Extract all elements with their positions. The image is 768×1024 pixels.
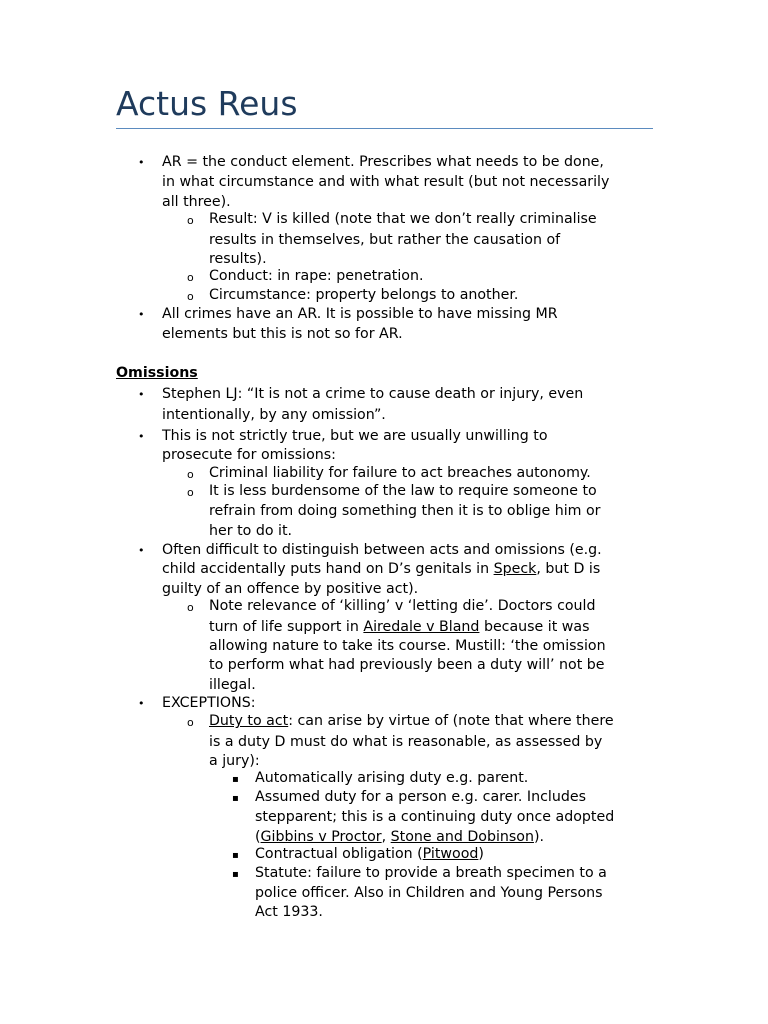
- line-text: Contractual obligation (: [255, 846, 423, 862]
- duty-to-act-line-2: is a duty D must do what is reasonable, as assessed by: [209, 734, 603, 750]
- case-citation-airedale-v-bland: Airedale v Bland: [363, 619, 480, 635]
- line-text: ): [478, 846, 484, 862]
- case-citation-gibbins-v-proctor: Gibbins v Proctor: [260, 829, 382, 845]
- bullet-marker: •: [138, 697, 145, 710]
- intro-bullet-1-line-1: AR = the conduct element. Prescribes what needs to be done,: [162, 154, 604, 170]
- result-item-line-2: results in themselves, but rather the causation of: [209, 232, 561, 248]
- duty-to-act-term: Duty to act: [209, 713, 289, 729]
- case-citation-stone-and-dobinson: Stone and Dobinson: [390, 829, 534, 845]
- not-strictly-true-line-1: This is not strictly true, but we are usually unwilling to: [162, 428, 548, 444]
- square-bullet-marker: ▪: [232, 793, 239, 804]
- stephen-quote-line-1: Stephen LJ: “It is not a crime to cause death or injury, even: [162, 386, 584, 402]
- line-text: turn of life support in: [209, 619, 364, 635]
- line-text: ,: [381, 829, 391, 845]
- statute-line-2: police officer. Also in Children and Young Persons: [255, 885, 603, 901]
- line-text: , but D is: [536, 561, 601, 577]
- bullet-marker: •: [138, 308, 145, 321]
- acts-omissions-line-2: [162, 560, 600, 579]
- bullet-marker: •: [138, 430, 145, 443]
- line-text: : can arise by virtue of (note that where there: [288, 713, 614, 729]
- killing-letting-die-line-2: [209, 618, 590, 637]
- duty-to-act-line-3: a jury):: [209, 753, 260, 769]
- duty-to-act-line-1: [209, 712, 614, 731]
- sub-bullet-marker: o: [187, 486, 194, 499]
- autonomy-item: Criminal liability for failure to act breaches autonomy.: [209, 465, 591, 481]
- exceptions-label: EXCEPTIONS:: [162, 695, 256, 711]
- result-item-line-3: results).: [209, 251, 267, 267]
- intro-bullet-1-line-3: all three).: [162, 194, 231, 210]
- line-text: ).: [533, 829, 544, 845]
- stephen-quote-line-2: intentionally, by any omission”.: [162, 407, 386, 423]
- intro-bullet-2-line-2: elements but this is not so for AR.: [162, 326, 403, 342]
- burdensome-item-line-3: her to do it.: [209, 523, 293, 539]
- bullet-marker: •: [138, 156, 145, 169]
- line-text: because it was: [479, 619, 590, 635]
- statute-line-3: Act 1933.: [255, 904, 323, 920]
- killing-letting-die-line-5: illegal.: [209, 677, 256, 693]
- title-underline-divider: [116, 128, 653, 129]
- burdensome-item-line-1: It is less burdensome of the law to require someone to: [209, 483, 597, 499]
- conduct-item: Conduct: in rape: penetration.: [209, 268, 424, 284]
- case-citation-speck: Speck: [493, 561, 537, 577]
- automatic-duty-item: Automatically arising duty e.g. parent.: [255, 770, 529, 786]
- square-bullet-marker: ▪: [232, 850, 239, 861]
- acts-omissions-line-3: guilty of an offence by positive act).: [162, 581, 419, 597]
- not-strictly-true-line-2: prosecute for omissions:: [162, 447, 336, 463]
- burdensome-item-line-2: refrain from doing something then it is to oblige him or: [209, 503, 601, 519]
- assumed-duty-line-1: Assumed duty for a person e.g. carer. Includes: [255, 789, 586, 805]
- sub-bullet-marker: o: [187, 601, 194, 614]
- sub-bullet-marker: o: [187, 716, 194, 729]
- square-bullet-marker: ▪: [232, 774, 239, 785]
- circumstance-item: Circumstance: property belongs to another.: [209, 287, 519, 303]
- acts-omissions-line-1: Often difficult to distinguish between acts and omissions (e.g.: [162, 542, 602, 558]
- contractual-obligation-item: [255, 845, 484, 864]
- sub-bullet-marker: o: [187, 271, 194, 284]
- section-heading-omissions: Omissions: [116, 365, 198, 381]
- statute-line-1: Statute: failure to provide a breath specimen to a: [255, 865, 607, 881]
- killing-letting-die-line-4: to perform what had previously been a duty will’ not be: [209, 657, 605, 673]
- intro-bullet-2-line-1: All crimes have an AR. It is possible to have missing MR: [162, 306, 558, 322]
- sub-bullet-marker: o: [187, 214, 194, 227]
- bullet-marker: •: [138, 544, 145, 557]
- killing-letting-die-line-1: Note relevance of ‘killing’ v ‘letting die’. Doctors could: [209, 598, 596, 614]
- sub-bullet-marker: o: [187, 468, 194, 481]
- line-text: (: [255, 829, 261, 845]
- case-citation-pitwood: Pitwood: [422, 846, 479, 862]
- sub-bullet-marker: o: [187, 290, 194, 303]
- result-item-line-1: Result: V is killed (note that we don’t really criminalise: [209, 211, 597, 227]
- intro-bullet-1-line-2: in what circumstance and with what result (but not necessarily: [162, 174, 610, 190]
- square-bullet-marker: ▪: [232, 869, 239, 880]
- bullet-marker: •: [138, 388, 145, 401]
- killing-letting-die-line-3: allowing nature to take its course. Mustill: ‘the omission: [209, 638, 606, 654]
- page-title: Actus Reus: [116, 84, 298, 123]
- line-text: child accidentally puts hand on D’s genitals in: [162, 561, 494, 577]
- assumed-duty-line-2: stepparent; this is a continuing duty once adopted: [255, 809, 615, 825]
